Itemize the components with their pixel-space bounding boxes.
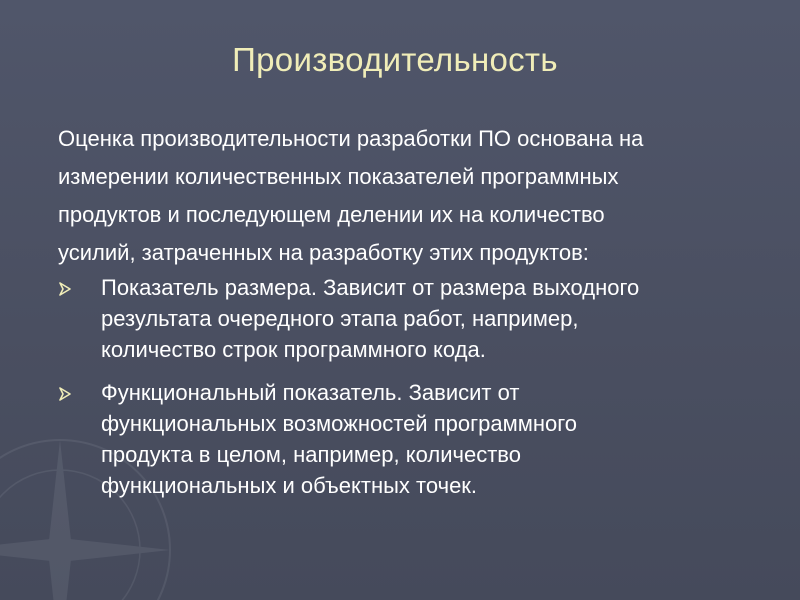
- bullet-line: результата очередного этапа работ, например,: [101, 306, 579, 331]
- bullet-line: функциональных и объектных точек.: [101, 473, 478, 498]
- intro-paragraph: [58, 120, 778, 272]
- bullet-list: [58, 272, 778, 501]
- intro-line: измерении количественных показателей программных: [58, 164, 619, 189]
- bullet-line: Показатель размера. Зависит от размера выходного: [101, 275, 640, 300]
- arrow-bullet-icon: [58, 282, 72, 296]
- slide-body: [58, 120, 778, 513]
- intro-line: продуктов и последующем делении их на количество: [58, 202, 605, 227]
- bullet-line: функциональных возможностей программного: [101, 411, 577, 436]
- arrow-bullet-icon: [58, 387, 72, 401]
- intro-line: Оценка производительности разработки ПО основана на: [58, 126, 644, 151]
- bullet-item-size-metric: [58, 272, 778, 365]
- bullet-line: Функциональный показатель. Зависит от: [101, 380, 520, 405]
- bullet-line: продукта в целом, например, количество: [101, 442, 521, 467]
- intro-line: усилий, затраченных на разработку этих продуктов:: [58, 240, 589, 265]
- bullet-line: количество строк программного кода.: [101, 337, 486, 362]
- bullet-item-functional-metric: [58, 377, 778, 501]
- slide-title: Производительность: [232, 41, 558, 78]
